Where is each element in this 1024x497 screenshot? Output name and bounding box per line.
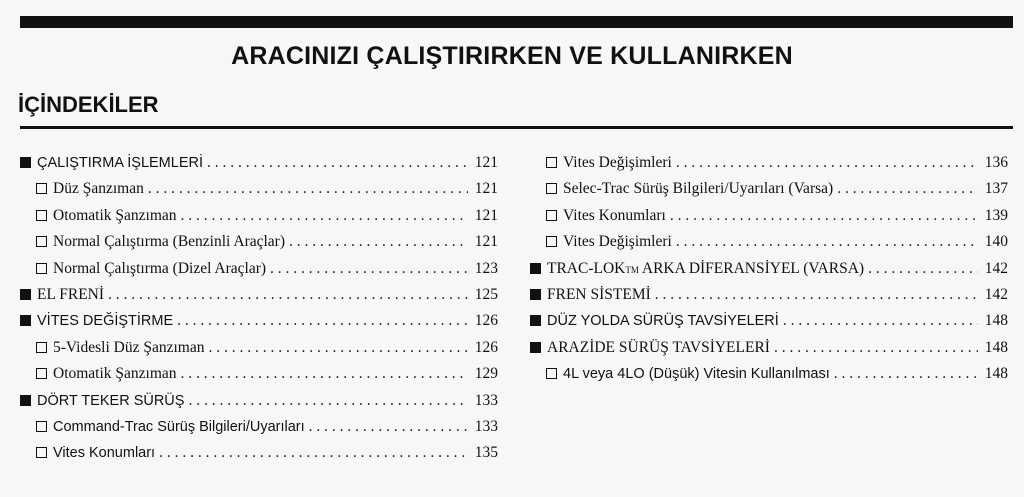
- toc-entry-label: Vites Konumları: [563, 206, 666, 224]
- trac-lok-label: TRAC-LOK: [547, 259, 626, 277]
- dot-leader: [289, 229, 468, 255]
- toc-entry-label: 5-Videsli Düz Şanzıman: [53, 338, 205, 356]
- toc-entry-label: Normal Çalıştırma (Benzinli Araçlar): [53, 233, 285, 251]
- hollow-square-bullet-icon: [546, 236, 557, 247]
- toc-entry[interactable]: [530, 335, 1008, 361]
- toc-entry-label: FREN SİSTEMİ: [547, 285, 651, 303]
- toc-entry[interactable]: [20, 361, 498, 387]
- dot-leader: [207, 150, 468, 176]
- dot-leader: [159, 440, 468, 466]
- toc-entry-label: Otomatik Şanzıman: [53, 206, 177, 224]
- hollow-square-bullet-icon: [36, 368, 47, 379]
- toc-entry-label: Vites Konumları: [53, 445, 156, 462]
- hollow-square-bullet-icon: [36, 263, 47, 274]
- toc-page-number: 129: [474, 365, 498, 383]
- toc-entry[interactable]: [530, 229, 1008, 255]
- hollow-square-bullet-icon: [36, 183, 47, 194]
- toc-page-number: 133: [474, 391, 498, 409]
- toc-page-number: 140: [984, 233, 1008, 251]
- toc-page-number: 137: [984, 180, 1008, 198]
- chapter-title: ARACINIZI ÇALIŞTIRIRKEN VE KULLANIRKEN: [231, 42, 793, 70]
- hollow-square-bullet-icon: [546, 157, 557, 168]
- hollow-square-bullet-icon: [36, 210, 47, 221]
- dot-leader: [676, 150, 978, 176]
- toc-entry-label: VİTES DEĞİŞTİRME: [37, 313, 174, 330]
- dot-leader: [181, 361, 468, 387]
- toc-entry-label: [547, 256, 864, 283]
- filled-square-bullet-icon: [20, 157, 31, 168]
- top-rule-bar: [20, 16, 1013, 28]
- toc-page-number: 121: [474, 154, 498, 171]
- filled-square-bullet-icon: [530, 263, 541, 274]
- hollow-square-bullet-icon: [36, 236, 47, 247]
- toc-heading: İÇİNDEKİLER: [18, 92, 159, 117]
- hollow-square-bullet-icon: [546, 183, 557, 194]
- hollow-square-bullet-icon: [36, 447, 47, 458]
- toc-page-number: 126: [474, 338, 498, 356]
- toc-entry-label: Vites Değişimleri: [563, 154, 672, 171]
- dot-leader: [270, 256, 468, 282]
- toc-entry[interactable]: [20, 440, 498, 466]
- toc-entry[interactable]: [20, 150, 498, 176]
- dot-leader: [188, 388, 468, 414]
- toc-entry-label: DÖRT TEKER SÜRÜŞ: [37, 392, 185, 409]
- toc-page-number: 142: [984, 259, 1008, 277]
- toc-entry[interactable]: [530, 256, 1008, 282]
- toc-left-column: [20, 150, 498, 467]
- dot-leader: [208, 335, 468, 361]
- toc-page-number: 121: [474, 233, 498, 251]
- toc-entry[interactable]: [20, 335, 498, 361]
- toc-page-number: 123: [474, 259, 498, 277]
- toc-entry[interactable]: [20, 229, 498, 255]
- toc-entry[interactable]: [530, 282, 1008, 308]
- toc-page-number: 136: [984, 154, 1008, 171]
- toc-entry[interactable]: [20, 414, 498, 440]
- filled-square-bullet-icon: [20, 289, 31, 300]
- toc-entry[interactable]: [20, 388, 498, 414]
- toc-page-number: 142: [984, 285, 1008, 303]
- heading-underline: [20, 126, 1013, 129]
- filled-square-bullet-icon: [20, 395, 31, 406]
- dot-leader: [670, 203, 978, 229]
- toc-page-number: 135: [474, 444, 498, 462]
- hollow-square-bullet-icon: [546, 368, 557, 379]
- toc-page-number: 133: [474, 417, 498, 435]
- toc-entry[interactable]: [530, 308, 1008, 334]
- toc-page-number: 121: [474, 206, 498, 224]
- toc-page-number: 139: [984, 206, 1008, 224]
- trademark-mark: TM: [625, 264, 639, 275]
- hollow-square-bullet-icon: [546, 210, 557, 221]
- dot-leader: [148, 176, 468, 202]
- toc-entry-label: Vites Değişimleri: [563, 233, 672, 251]
- toc-entry[interactable]: [530, 361, 1008, 387]
- toc-entry-label: Otomatik Şanzıman: [53, 365, 177, 383]
- trac-lok-suffix: ARKA DİFERANSİYEL (VARSA): [638, 259, 865, 277]
- toc-entry-label: Normal Çalıştırma (Dizel Araçlar): [53, 259, 267, 277]
- toc-entry-label: 4L veya 4LO (Düşük) Vitesin Kullanılması: [563, 366, 830, 383]
- toc-page-number: 148: [984, 365, 1008, 383]
- toc-entry-label: ÇALIŞTIRMA İŞLEMLERİ: [37, 155, 203, 171]
- toc-entry-label: Command-Trac Sürüş Bilgileri/Uyarıları: [53, 418, 305, 435]
- dot-leader: [837, 176, 978, 202]
- toc-entry[interactable]: [20, 176, 498, 202]
- toc-entry[interactable]: [530, 203, 1008, 229]
- dot-leader: [177, 308, 468, 334]
- filled-square-bullet-icon: [530, 289, 541, 300]
- toc-entry-label: DÜZ YOLDA SÜRÜŞ TAVSİYELERİ: [547, 313, 779, 330]
- dot-leader: [676, 229, 978, 255]
- dot-leader: [181, 203, 468, 229]
- dot-leader: [309, 414, 468, 440]
- toc-entry[interactable]: [20, 308, 498, 334]
- toc-page-number: 125: [474, 285, 498, 303]
- dot-leader: [108, 282, 468, 308]
- filled-square-bullet-icon: [20, 315, 31, 326]
- toc-entry-label: EL FRENİ: [37, 285, 105, 303]
- toc-entry[interactable]: [530, 150, 1008, 176]
- toc-page-number: 148: [984, 312, 1008, 330]
- hollow-square-bullet-icon: [36, 421, 47, 432]
- toc-entry-label: Selec-Trac Sürüş Bilgileri/Uyarıları (Varsa): [563, 180, 834, 198]
- toc-entry[interactable]: [20, 282, 498, 308]
- toc-page-number: 121: [474, 180, 498, 198]
- toc-right-column: [530, 150, 1008, 388]
- dot-leader: [774, 335, 978, 361]
- filled-square-bullet-icon: [530, 342, 541, 353]
- toc-entry[interactable]: [20, 203, 498, 229]
- toc-entry-label: ARAZİDE SÜRÜŞ TAVSİYELERİ: [547, 338, 770, 356]
- toc-page-number: 148: [984, 338, 1008, 356]
- filled-square-bullet-icon: [530, 315, 541, 326]
- toc-entry[interactable]: [530, 176, 1008, 202]
- toc-page-number: 126: [474, 312, 498, 330]
- dot-leader: [834, 361, 978, 387]
- hollow-square-bullet-icon: [36, 342, 47, 353]
- toc-entry[interactable]: [20, 256, 498, 282]
- dot-leader: [868, 256, 978, 282]
- dot-leader: [783, 308, 978, 334]
- toc-entry-label: Düz Şanzıman: [53, 180, 144, 198]
- dot-leader: [655, 282, 978, 308]
